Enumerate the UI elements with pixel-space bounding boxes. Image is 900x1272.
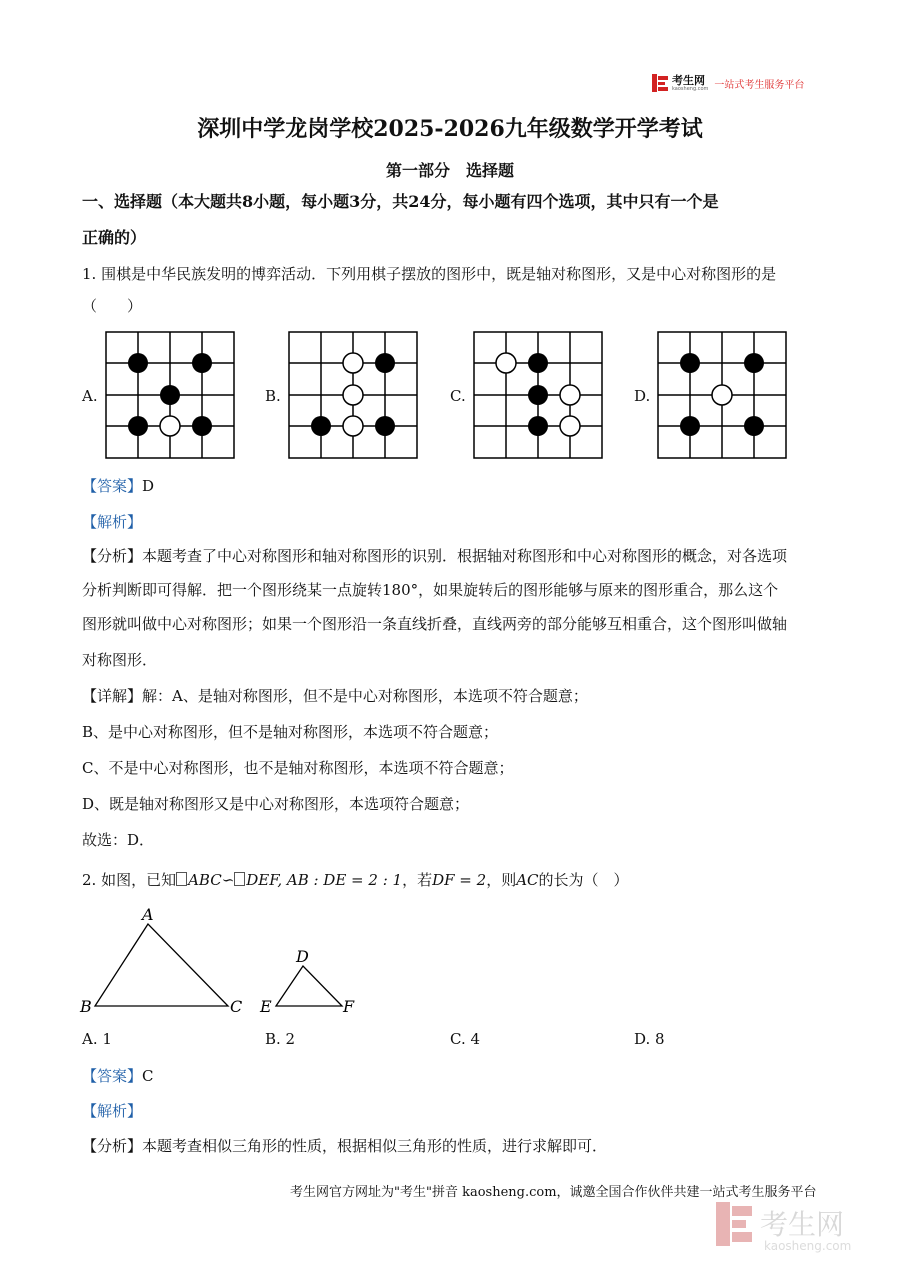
section-heading-line2: 正确的） bbox=[82, 228, 147, 247]
q2-stem-h: 的长为（ ） bbox=[538, 871, 629, 889]
q2-stem-g: AC bbox=[516, 871, 539, 889]
page-footer: 考生网官方网址为"考生"拼音 kaosheng.com，诚邀全国合作伙伴共建一站式考生服务平台 bbox=[290, 1185, 817, 1200]
q1-detail-line3: C、不是中心对称图形，也不是轴对称图形，本选项不符合题意； bbox=[82, 759, 514, 777]
q2-stem-e: DF = 2 bbox=[432, 871, 487, 889]
watermark-name: 考生网 bbox=[760, 1208, 845, 1241]
stone-black bbox=[375, 353, 395, 373]
stone-white bbox=[712, 385, 732, 405]
stone-white bbox=[160, 416, 180, 436]
logo-slogan: 一站式考生服务平台 bbox=[714, 79, 805, 91]
q1-option-a-label: A. bbox=[82, 387, 98, 405]
watermark-logo-icon bbox=[716, 1200, 886, 1254]
fenxi-tag: 【分析】 bbox=[82, 547, 143, 565]
q1-analysis-tag: 【解析】 bbox=[82, 513, 143, 531]
stone-black bbox=[160, 385, 180, 405]
q2-stem-c: DEF, AB : DE = 2 : 1 bbox=[246, 871, 403, 889]
q2-stem bbox=[82, 870, 822, 890]
section-heading-line1: 一、选择题（本大题共8小题，每小题3分，共24分，每小题有四个选项，其中只有一个是 bbox=[82, 192, 719, 211]
triangle-abc bbox=[95, 924, 228, 1006]
stone-black bbox=[744, 416, 764, 436]
q1-conclusion: 故选：D． bbox=[82, 831, 155, 849]
vertex-label-e: E bbox=[260, 997, 272, 1016]
answer-tag: 【答案】 bbox=[82, 1067, 143, 1085]
q1-detail-line2: B、是中心对称图形，但不是轴对称图形，本选项不符合题意； bbox=[82, 723, 499, 741]
page-title: 深圳中学龙岗学校2025-2026九年级数学开学考试 bbox=[197, 116, 703, 142]
q2-option-a: A. 1 bbox=[82, 1030, 112, 1048]
q2-stem-a: 2. 如图，已知 bbox=[82, 871, 177, 889]
q1-fenxi-line2: 分析判断即可得解．把一个图形绕某一点旋转180°，如果旋转后的图形能够与原来的图形重合，那么这个 bbox=[82, 581, 779, 599]
vertex-label-f: F bbox=[343, 997, 355, 1016]
q1-option-c-label: C. bbox=[450, 387, 466, 405]
stone-black bbox=[680, 416, 700, 436]
stone-black bbox=[680, 353, 700, 373]
q1-fenxi-line1 bbox=[82, 546, 822, 566]
q2-stem-f: ，则 bbox=[486, 871, 517, 889]
triangle-symbol-icon bbox=[176, 872, 187, 886]
answer-tag: 【答案】 bbox=[82, 477, 143, 495]
stone-black bbox=[311, 416, 331, 436]
stone-black bbox=[528, 353, 548, 373]
vertex-label-a: A bbox=[142, 905, 154, 924]
logo-name: 考生网 bbox=[672, 73, 705, 87]
vertex-label-c: C bbox=[230, 997, 243, 1016]
stone-white bbox=[343, 353, 363, 373]
q2-stem-b: ABC∽ bbox=[188, 871, 235, 889]
stone-white bbox=[496, 353, 516, 373]
q1-fenxi-line3: 图形就叫做中心对称图形；如果一个图形沿一条直线折叠，直线两旁的部分能够互相重合，这个图形叫做轴 bbox=[82, 615, 788, 633]
detail-text: 解：A、是轴对称图形，但不是中心对称图形，本选项不符合题意； bbox=[142, 687, 588, 705]
triangle-def bbox=[276, 966, 342, 1006]
stone-black bbox=[528, 416, 548, 436]
stone-black bbox=[192, 416, 212, 436]
answer-value: D bbox=[142, 477, 155, 495]
q1-fenxi-line4: 对称图形． bbox=[82, 651, 158, 669]
q1-detail-line4: D、既是轴对称图形又是中心对称图形，本选项符合题意； bbox=[82, 795, 470, 813]
part-title: 第一部分 选择题 bbox=[385, 161, 514, 180]
q2-option-d: D. 8 bbox=[634, 1030, 665, 1048]
q1-answer bbox=[82, 476, 822, 496]
fenxi-text: 本题考查相似三角形的性质，根据相似三角形的性质，进行求解即可． bbox=[142, 1137, 608, 1155]
q1-stem-line2: （ ） bbox=[82, 297, 143, 315]
watermark-domain: kaosheng.com bbox=[764, 1239, 852, 1253]
vertex-label-b: B bbox=[80, 997, 92, 1016]
q2-fenxi-line1 bbox=[82, 1136, 822, 1156]
stone-black bbox=[375, 416, 395, 436]
q2-analysis-tag: 【解析】 bbox=[82, 1102, 143, 1120]
stone-black bbox=[528, 385, 548, 405]
stone-black bbox=[128, 416, 148, 436]
q2-option-b: B. 2 bbox=[265, 1030, 296, 1048]
q1-stem-line1: 1. 围棋是中华民族发明的博弈活动．下列用棋子摆放的图形中，既是轴对称图形，又是中心对称图形的是 bbox=[82, 265, 777, 283]
q1-option-b-label: B. bbox=[265, 387, 281, 405]
fenxi-tag: 【分析】 bbox=[82, 1137, 143, 1155]
fenxi-text: 本题考查了中心对称图形和轴对称图形的识别．根据轴对称图形和中心对称图形的概念，对各选项 bbox=[142, 547, 788, 565]
stone-black bbox=[128, 353, 148, 373]
q1-detail-line1 bbox=[82, 686, 822, 706]
q1-option-d-label: D. bbox=[634, 387, 651, 405]
q2-answer bbox=[82, 1066, 822, 1086]
stone-white bbox=[343, 385, 363, 405]
triangle-symbol-icon bbox=[234, 872, 245, 886]
vertex-label-d: D bbox=[296, 947, 309, 966]
stone-black bbox=[744, 353, 764, 373]
detail-tag: 【详解】 bbox=[82, 687, 143, 705]
stone-white bbox=[343, 416, 363, 436]
logo-domain: kaosheng.com bbox=[672, 85, 709, 92]
stone-white bbox=[560, 385, 580, 405]
stone-white bbox=[560, 416, 580, 436]
stone-black bbox=[192, 353, 212, 373]
q2-option-c: C. 4 bbox=[450, 1030, 481, 1048]
q2-stem-d: ，若 bbox=[402, 871, 433, 889]
q1-go-boards bbox=[0, 0, 900, 470]
q2-triangles-figure bbox=[0, 900, 900, 1020]
watermark bbox=[716, 1200, 886, 1254]
answer-value: C bbox=[142, 1067, 154, 1085]
